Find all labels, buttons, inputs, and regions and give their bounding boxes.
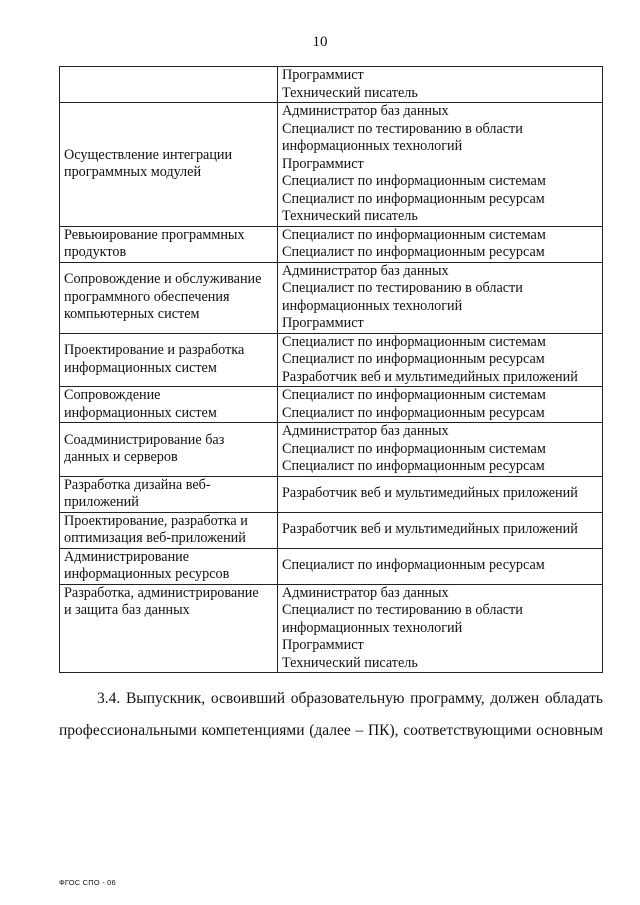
role-line: Специалист по информационным системам [282,333,546,350]
role-line: Специалист по информационным ресурсам [282,458,545,474]
table-row [60,423,603,477]
role-cell [278,103,603,227]
activity-line: Ревьюирование программных [64,226,245,243]
table-row [60,262,603,333]
activity-cell [60,423,278,477]
role-line: Технический писатель [282,654,418,671]
table-row [60,548,603,584]
role-line: Специалист по информационным системам [282,440,546,457]
role-line: Специалист по информационным системам [282,173,546,189]
paragraph-line-1: 3.4. Выпускник, освоивший образовательную программу, должен обладать [97,690,603,707]
activity-line: Осуществление интеграции [64,146,233,163]
role-cell [278,584,603,673]
role-line: Программист [282,315,364,331]
role-cell [278,226,603,262]
role-line: Специалист по информационным ресурсам [282,557,545,574]
activity-cell [60,512,278,548]
table-row [60,387,603,423]
activity-line: продуктов [64,244,127,260]
activity-line: Сопровождение и обслуживание [64,271,262,288]
role-line: Специалист по информационным системам [282,226,546,243]
activity-line: оптимизация веб-приложений [64,530,246,546]
activity-line: Администрирование [64,548,190,565]
table-row [60,103,603,227]
role-line: Администратор баз данных [282,262,449,279]
activity-line: информационных систем [64,404,217,421]
table-row [60,476,603,512]
table-row [60,333,603,387]
role-line: Программист [282,67,364,83]
activity-cell [60,333,278,387]
activity-cell [60,103,278,227]
activity-line: программных модулей [64,164,202,181]
table-row [60,226,603,262]
activity-cell [60,387,278,423]
paragraph-line-2-container [59,715,603,747]
role-cell [278,387,603,423]
role-cell [278,548,603,584]
activity-line: Разработка, администрирование [64,584,259,601]
role-line: Технический писатель [282,84,418,101]
activity-line: информационных систем [64,359,217,376]
role-cell [278,512,603,548]
role-line: Специалист по информационным ресурсам [282,351,545,367]
table-row [60,512,603,548]
competency-table [59,66,603,673]
role-line: информационных технологий [282,619,463,636]
role-line: Программист [282,155,364,172]
activity-line: Соадминистрирование баз [64,431,225,448]
role-line: Специалист по информационным ресурсам [282,404,545,421]
activity-cell [60,262,278,333]
activity-line: и защита баз данных [64,602,190,618]
table-row [60,67,603,103]
paragraph-line-2: профессиональными компетенциями (далее – ПК), соответствующими основным [59,722,603,739]
activity-cell [60,226,278,262]
activity-line: Проектирование, разработка и [64,512,248,529]
activity-line: Разработка дизайна веб- [64,476,211,493]
role-line: Разработчик веб и мультимедийных приложений [282,368,578,385]
role-cell [278,476,603,512]
activity-line: Проектирование и разработка [64,342,245,359]
role-line: Специалист по тестированию в области [282,602,523,618]
role-line: Администратор баз данных [282,423,449,439]
activity-line: данных и серверов [64,449,178,466]
role-line: Разработчик веб и мультимедийных приложений [282,521,578,538]
activity-cell [60,67,278,103]
activity-line: приложений [64,494,139,510]
role-line: Технический писатель [282,208,418,224]
footer-code: ФГОС СПО - 06 [59,878,116,887]
role-line: Администратор баз данных [282,103,449,119]
role-cell [278,67,603,103]
table-row [60,584,603,673]
role-line: Специалист по тестированию в области [282,280,523,296]
role-line: Разработчик веб и мультимедийных приложений [282,485,578,502]
role-line: Программист [282,637,364,653]
role-cell [278,333,603,387]
table-body [60,67,603,673]
role-cell [278,262,603,333]
role-line: информационных технологий [282,297,463,314]
activity-cell [60,476,278,512]
paragraph-3-4 [59,683,603,715]
role-line: Специалист по информационным ресурсам [282,190,545,207]
role-line: Специалист по тестированию в области [282,120,523,137]
activity-line: информационных ресурсов [64,566,230,582]
role-line: Администратор баз данных [282,584,449,601]
page-number: 10 [312,34,328,50]
role-line: Специалист по информационным системам [282,387,546,403]
role-line: Специалист по информационным ресурсам [282,244,545,260]
activity-line: программного обеспечения [64,288,230,305]
role-line: информационных технологий [282,138,463,154]
role-cell [278,423,603,477]
activity-line: компьютерных систем [64,306,200,323]
activity-cell [60,548,278,584]
activity-cell [60,584,278,673]
activity-line: Сопровождение [64,387,161,403]
